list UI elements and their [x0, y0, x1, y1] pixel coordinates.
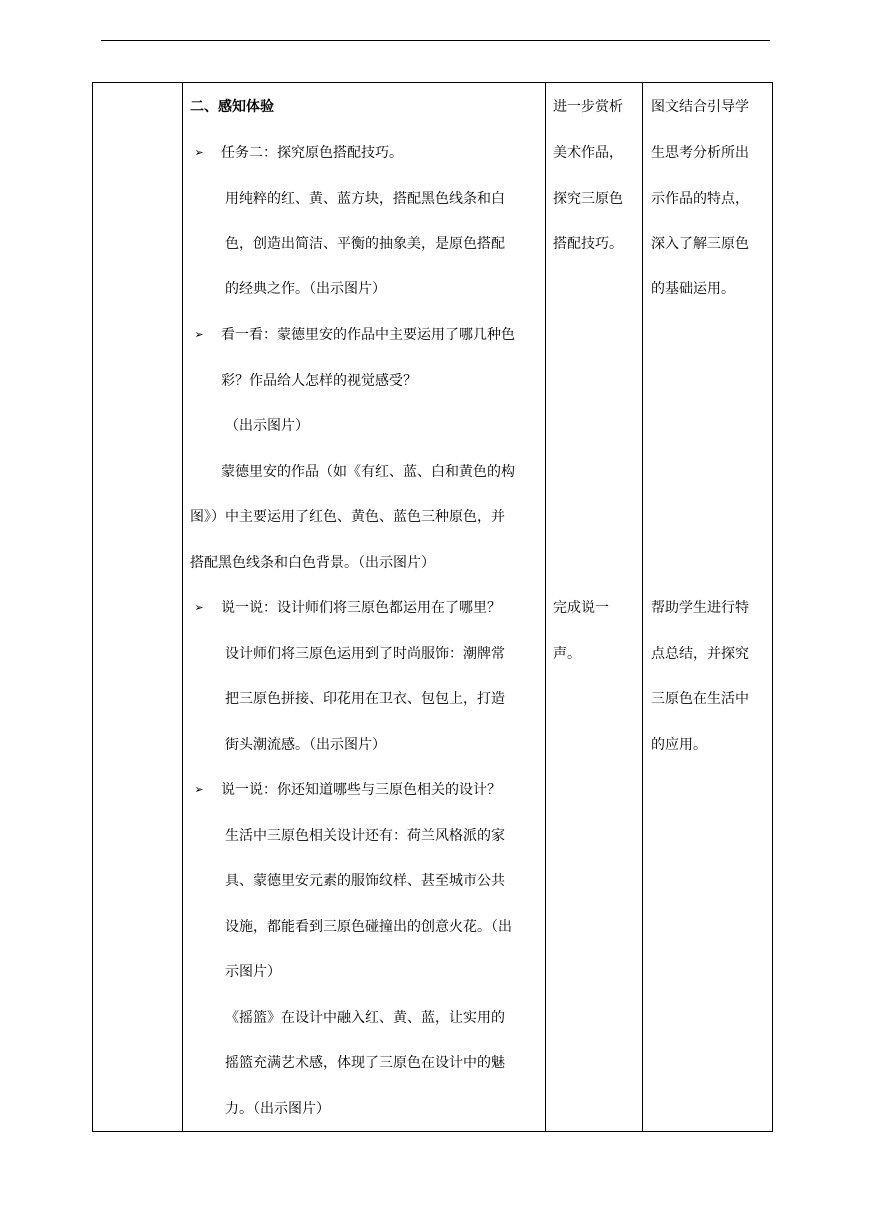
text-line: 用纯粹的红、黄、蓝方块，搭配黑色线条和白: [225, 191, 505, 207]
arrow-bullet-icon: ➢: [194, 146, 204, 159]
answer-line: 图》）中主要运用了红色、黄色、蓝色三种原色，并: [190, 509, 505, 525]
answer-line: 设计师们将三原色运用到了时尚服饰：潮牌常: [225, 646, 505, 662]
student-activity-line: 探究三原色: [553, 191, 623, 207]
column-divider-2: [545, 83, 546, 1131]
answer-line: 《摇篮》在设计中融入红、黄、蓝，让实用的: [225, 1010, 505, 1026]
student-activity-line: 美术作品，: [553, 145, 623, 161]
column-divider-3: [642, 83, 643, 1131]
answer-line: 设施，都能看到三原色碰撞出的创意火花。（出: [225, 919, 512, 935]
answer-line: 蒙德里安的作品（如《有红、蓝、白和黄色的构: [221, 464, 515, 480]
question-line: 看一看：蒙德里安的作品中主要运用了哪几种色: [221, 327, 515, 343]
design-intent-line: 点总结，并探究: [651, 646, 749, 662]
arrow-bullet-icon: ➢: [194, 601, 204, 614]
student-activity-line: 进一步赏析: [553, 99, 623, 115]
task-heading: 任务二：探究原色搭配技巧。: [221, 145, 403, 161]
answer-line: 摇篮充满艺术感，体现了三原色在设计中的魅: [225, 1055, 505, 1071]
answer-line: 街头潮流感。（出示图片）: [225, 737, 386, 753]
answer-line: 力。（出示图片）: [225, 1101, 330, 1117]
text-line: 色，创造出简洁、平衡的抽象美，是原色搭配: [225, 236, 505, 252]
question-line: 彩？作品给人怎样的视觉感受？: [221, 373, 417, 389]
arrow-bullet-icon: ➢: [194, 328, 204, 341]
design-intent-line: 三原色在生活中: [651, 691, 749, 707]
answer-line: 把三原色拼接、印花用在卫衣、包包上，打造: [225, 691, 505, 707]
answer-line: 生活中三原色相关设计还有：荷兰风格派的家: [225, 828, 505, 844]
header-rule: [101, 40, 770, 41]
text-line: 的经典之作。（出示图片）: [225, 281, 386, 297]
design-intent-line: 示作品的特点，: [651, 191, 749, 207]
answer-line: 搭配黑色线条和白色背景。（出示图片）: [190, 555, 435, 571]
text-line: （出示图片）: [225, 418, 309, 434]
answer-line: 具、蒙德里安元素的服饰纹样、甚至城市公共: [225, 873, 505, 889]
arrow-bullet-icon: ➢: [194, 783, 204, 796]
student-activity-line: 完成说一: [553, 600, 609, 616]
question-line: 说一说：设计师们将三原色都运用在了哪里？: [221, 600, 501, 616]
design-intent-line: 的应用。: [651, 737, 707, 753]
student-activity-line: 声。: [553, 646, 581, 662]
question-line: 说一说：你还知道哪些与三原色相关的设计？: [221, 782, 501, 798]
column-divider-1: [182, 83, 183, 1131]
design-intent-line: 生思考分析所出: [651, 145, 749, 161]
student-activity-line: 搭配技巧。: [553, 236, 623, 252]
section-title: 二、感知体验: [190, 99, 274, 115]
answer-line: 示图片）: [225, 964, 281, 980]
design-intent-line: 的基础运用。: [651, 281, 735, 297]
design-intent-line: 帮助学生进行特: [651, 600, 749, 616]
design-intent-line: 深入了解三原色: [651, 236, 749, 252]
design-intent-line: 图文结合引导学: [651, 99, 749, 115]
